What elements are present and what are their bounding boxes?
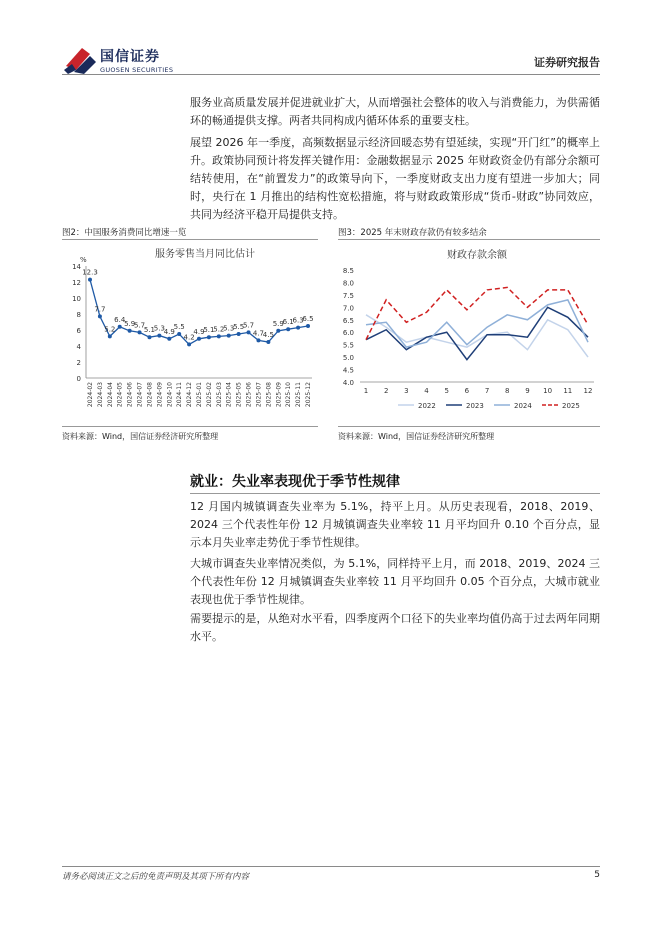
x-tick-label: 2025-07 [255,382,263,408]
paragraph-3: 12 月国内城镇调查失业率为 5.1%，持平上月。从历史表现看，2018、2019、2024 三个代表性年份 12 月城镇调查失业率较 11 月平均回升 0.10 个百分点，显示本月失业率走势优于季节性规律。 [190,500,600,549]
data-point [128,329,132,333]
x-tick-label: 2024-07 [136,382,144,408]
x-tick-label: 12 [583,387,593,395]
data-point [187,342,191,346]
data-point [266,340,270,344]
data-point [207,335,211,339]
x-tick-label: 11 [563,387,573,395]
y-tick-label: 5.0 [342,354,354,363]
data-label: 5.1 [203,326,215,335]
figure-2-source: 资料来源：Wind，国信证券经济研究所整理 [62,432,219,441]
y-tick-label: 5.5 [342,341,354,350]
data-label: 6.5 [302,315,314,323]
paragraph-5: 需要提示的是，从绝对水平看，四季度两个口径下的失业率均值仍高于过去两年同期水平。 [190,612,600,643]
x-tick-label: 6 [464,387,470,395]
y-tick-label: 4.5 [342,366,354,375]
data-label: 5.3 [153,324,165,333]
data-point [197,337,201,341]
disclaimer-note: 请务必阅读正文之后的免责声明及其项下所有内容 [62,872,250,882]
figure-2-bottom-divider [62,426,318,427]
chart-title: 财政存款余额 [447,250,507,261]
logo-english-name: GUOSEN SECURITIES [100,66,174,74]
x-tick-label: 2025-08 [265,382,273,408]
data-label: 4.7 [252,329,265,338]
data-point [118,325,122,329]
x-tick-label: 2025-06 [245,382,253,408]
data-label: 7.7 [94,305,106,314]
data-label: 12.3 [82,268,98,277]
x-tick-label: 2024-09 [156,382,164,408]
x-tick-label: 2 [383,387,389,395]
x-tick-label: 2024-05 [116,382,124,408]
x-tick-label: 2025-02 [205,382,213,408]
section-divider [190,493,600,494]
data-point [177,332,181,336]
figure-2-divider [62,239,318,240]
x-tick-label: 2025-04 [225,382,233,408]
y-tick-label: 8.0 [342,279,354,288]
figure-3-title: 图3：2025 年末财政存款仍有较多结余 [338,228,487,238]
x-tick-label: 2024-08 [146,382,154,408]
data-label: 5.7 [242,321,255,330]
data-label: 4.2 [183,333,195,342]
data-label: 5.5 [173,323,185,331]
data-point [157,334,161,338]
data-point [98,314,102,318]
service-retail-chart [62,242,318,424]
x-tick-label: 7 [484,387,490,395]
data-label: 6.4 [114,315,126,324]
figure-3-source: 资料来源：Wind，国信证券经济研究所整理 [338,432,495,441]
x-tick-label: 2025-01 [196,382,203,408]
paragraph-2: 展望 2026 年一季度，高频数据显示经济回暖态势有望延续，实现“开门红”的概率上升。政策协同预计将发挥关键作用：金融数据显示 2025 年财政资金仍有部分余额可结转使用，在“前置发力”的政策导向下，一季度财政支出力度有望进一步加大；同时，央行在 1 月推出的结构性宽松措施，将与财政政策形成“货币-财政”协同效应，共同为经济平稳开局提供支持。 [190,136,600,221]
figure-3-divider [338,239,600,240]
x-tick-label: 3 [404,387,409,395]
fiscal-deposit-chart [338,242,600,424]
logo-mark-icon [64,44,98,74]
data-label: 4.9 [163,327,175,336]
y-tick-label: 4 [76,343,81,351]
x-tick-label: 5 [444,387,449,395]
figure-3-bottom-divider [338,426,600,427]
data-label: 4.5 [262,331,274,339]
footer-divider [62,866,600,867]
data-label: 4.9 [193,327,205,336]
data-label: 5.2 [213,325,225,334]
y-tick-label: 7.5 [342,291,354,300]
x-tick-label: 2024-06 [126,382,134,408]
x-tick-label: 2025-09 [275,382,283,408]
data-point [306,324,310,328]
x-tick-label: 8 [505,387,510,395]
x-tick-label: 2025-03 [215,382,223,408]
x-tick-label: 2024-10 [166,382,174,408]
y-tick-label: 10 [72,295,81,303]
y-tick-label: 8 [76,311,81,319]
data-label: 5.9 [124,319,136,328]
x-tick-label: 4 [424,387,429,395]
data-label: 6.1 [282,318,294,327]
report-type-label: 证券研究报告 [534,56,600,69]
x-tick-label: 2024-04 [106,382,114,408]
page-header [0,0,662,80]
y-tick-label: 6 [76,327,81,335]
data-label: 5.5 [233,323,245,331]
data-point [217,334,221,338]
page-number: 5 [594,870,600,880]
y-tick-label: 6.5 [342,316,354,325]
data-point [256,338,260,342]
logo-chinese-name: 国信证券 [100,49,160,65]
x-tick-label: 2024-12 [186,382,194,408]
y-tick-label: 7.0 [342,304,354,313]
data-point [138,330,142,334]
y-tick-label: 8.5 [342,267,354,275]
x-tick-label: 2025-12 [305,382,312,408]
x-tick-label: 2025-10 [285,382,293,408]
data-label: 5.3 [223,324,235,333]
data-point [227,334,231,338]
data-point [147,335,151,339]
data-label: 6.3 [292,316,304,325]
y-tick-label: 6.0 [342,329,354,338]
data-label: 5.7 [133,321,146,330]
y-axis-unit: % [80,256,87,264]
y-tick-label: 12 [72,279,81,287]
section-title: 就业：失业率表现优于季节性规律 [190,474,400,490]
x-tick-label: 9 [525,387,530,395]
x-tick-label: 2024-03 [96,382,104,408]
y-tick-label: 0 [76,375,81,383]
legend-label: 2024 [514,402,532,410]
data-point [296,326,300,330]
paragraph-4: 大城市调查失业率情况类似，为 5.1%，同样持平上月，而 2018、2019、2024 三个代表性年份 12 月城镇调查失业率较 11 月平均回升 0.05 个百分点，大城市就业表现也优于季节性规律。 [190,557,600,606]
data-label: 5.9 [272,319,284,328]
x-tick-label: 2024-02 [87,382,94,408]
y-tick-label: 14 [72,263,81,271]
data-point [108,334,112,338]
y-tick-label: 4.0 [342,379,354,387]
x-tick-label: 2025-05 [235,382,243,408]
legend-label: 2025 [562,402,580,410]
data-point [286,327,290,331]
legend-label: 2022 [418,402,436,410]
legend-label: 2023 [466,402,484,410]
header-divider [62,74,600,75]
data-label: 5.1 [143,326,156,335]
chart-title: 服务零售当月同比估计 [155,249,255,260]
data-point [247,330,251,334]
figure-2-title: 图2：中国服务消费同比增速一览 [62,228,187,238]
data-point [237,332,241,336]
x-tick-label: 2025-11 [295,382,303,408]
data-point [88,278,92,282]
data-point [276,329,280,333]
data-label: 5.2 [104,325,116,334]
series-line-2025 [366,287,588,339]
x-tick-label: 10 [543,387,553,395]
paragraph-1: 服务业高质量发展并促进就业扩大，从而增强社会整体的收入与消费能力，为供需循环的畅通提供支撑。两者共同构成内循环体系的重要支柱。 [190,96,600,127]
data-point [167,337,171,341]
y-tick-label: 2 [76,359,81,367]
x-tick-label: 1 [363,387,369,395]
x-tick-label: 2024-11 [176,382,184,408]
